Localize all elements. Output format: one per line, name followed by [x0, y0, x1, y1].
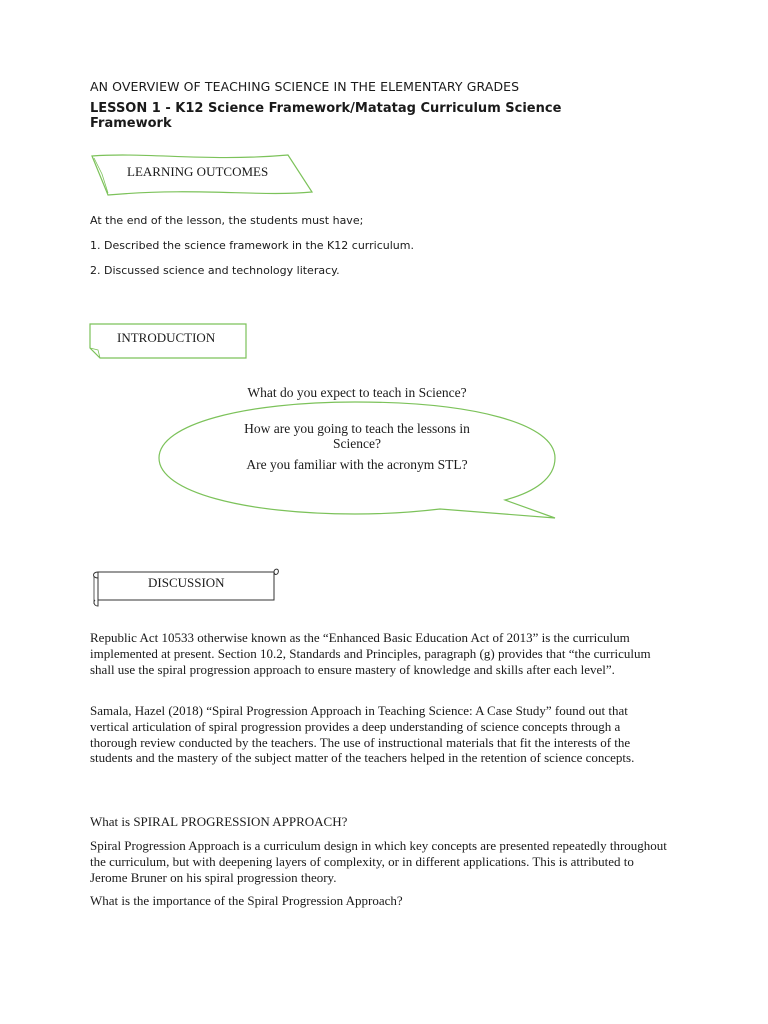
- intro-question: What do you expect to teach in Science?: [247, 385, 467, 400]
- intro-question: Are you familiar with the acronym STL?: [246, 457, 468, 472]
- outcome-item: 2. Discussed science and technology literacy.: [90, 264, 340, 277]
- lesson-title: LESSON 1 - K12 Science Framework/Matatag Curriculum Science Framework: [90, 101, 562, 131]
- question-heading: What is the importance of the Spiral Progression Approach?: [90, 893, 403, 908]
- document-title: AN OVERVIEW OF TEACHING SCIENCE IN THE ELEMENTARY GRADES: [90, 79, 520, 94]
- discussion-label: DISCUSSION: [148, 575, 225, 590]
- discussion-paragraph: Samala, Hazel (2018) “Spiral Progression Approach in Teaching Science: A Case Study” found out that vertical articulation of spiral progression provides a deep understanding of science concepts through a thorough review conducted by the teachers. The use of instructional materials that fit the interests of the students and the mastery of the subject matter of the teachers helped in the retention of science concepts.: [90, 703, 635, 766]
- learning-outcomes-label: LEARNING OUTCOMES: [127, 164, 269, 179]
- discussion-paragraph: Republic Act 10533 otherwise known as the “Enhanced Basic Education Act of 2013” is the curriculum implemented at present. Section 10.2, Standards and Principles, paragraph (g) provides that “the curriculum shall use the spiral progression approach to ensure mastery of knowledge and skills after each level”.: [90, 630, 651, 677]
- question-heading: What is SPIRAL PROGRESSION APPROACH?: [90, 814, 348, 829]
- introduction-label: INTRODUCTION: [117, 330, 216, 345]
- outcome-item: 1. Described the science framework in the K12 curriculum.: [90, 239, 414, 252]
- answer-paragraph: Spiral Progression Approach is a curriculum design in which key concepts are presented repeatedly throughout the curriculum, but with deepening layers of complexity, or in different applications. This is attributed to Jerome Bruner on his spiral progression theory.: [90, 838, 667, 885]
- intro-question: How are you going to teach the lessons in Science?: [244, 421, 470, 451]
- outcomes-intro: At the end of the lesson, the students must have;: [90, 214, 364, 227]
